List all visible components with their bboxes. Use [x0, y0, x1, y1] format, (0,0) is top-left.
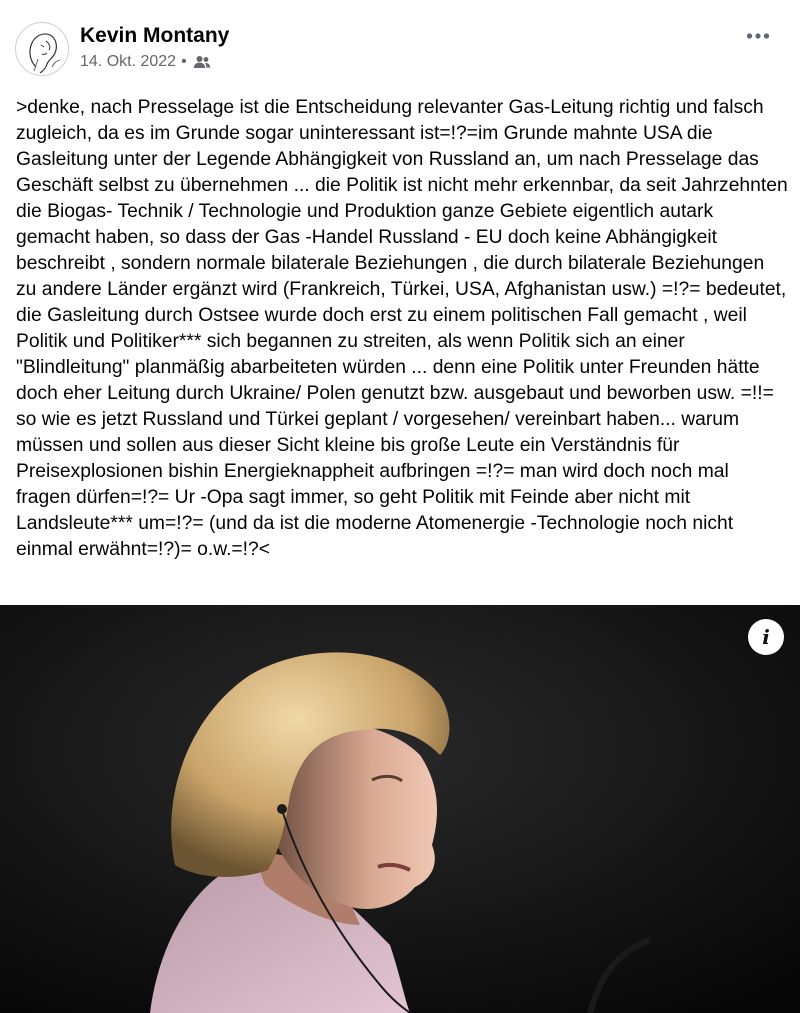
info-icon: i — [762, 625, 770, 649]
post-text: >denke, nach Presselage ist die Entscheidung relevanter Gas-Leitung richtig und falsch zugleich, da es im Grunde sogar uninteressant ist=!?=im Grunde mahnte USA die Gasleitung unter der Legende Abhängigkeit von Russland an, um nach Presselage das Geschäft selbst zu übernehmen ... die Politik ist nicht mehr erkennbar, da seit Jahrzehnten die Biogas- Technik / Technologie und Produktion ganze Gebiete eigentlich autark gemacht haben, so dass der Gas -Handel Russland - EU doch keine Abhängigkeit beschreibt , sondern normale bilaterale Beziehungen , die durch bilaterale Beziehungen zu andere Länder ergänzt wird (Frankreich, Türkei, USA, Afghanistan usw.) =!?= bedeutet, die Gasleitung durch Ostsee wurde doch erst zu einem politischen Fall gemacht , weil Politik und Politiker*** sich begannen zu streiten, als wenn Politik sich an einer "Blindleitung" planmäßig abarbeiteten würden ... denn eine Politik unter Freunden hätte doch eher Leitung durch Ukraine/ Polen genutzt bzw. ausgebaut und beworben usw. =!!= so wie es jetzt Russland und Türkei geplant / vorgesehen/ vereinbart haben... warum müssen und sollen aus dieser Sicht kleine bis große Leute ein Verständnis für Preisexplosionen bishin Energieknappheit aufbringen =!?= man wird doch noch mal fragen dürfen=!?= Ur -Opa sagt immer, so geht Politik mit Feinde aber nicht mit Landsleute*** um=!?= (und da ist die moderne Atomenergie -Technologie noch nicht einmal erwähnt=!?)= o.w.=!?< — [16, 97, 788, 560]
post-photo[interactable] — [0, 605, 800, 1013]
avatar[interactable] — [15, 22, 69, 76]
more-options-button[interactable] — [738, 22, 778, 50]
more-horizontal-icon — [746, 32, 770, 40]
photo-portrait-illustration — [0, 605, 800, 1013]
photo-info-button[interactable] — [748, 619, 784, 655]
friends-icon[interactable] — [193, 55, 211, 69]
post-meta — [80, 53, 211, 71]
avatar-sketch-icon — [16, 23, 69, 76]
meta-separator: • — [181, 53, 187, 70]
post-date[interactable]: 14. Okt. 2022 — [80, 53, 177, 70]
author-name[interactable]: Kevin Montany — [80, 24, 230, 47]
post-header — [0, 0, 800, 92]
